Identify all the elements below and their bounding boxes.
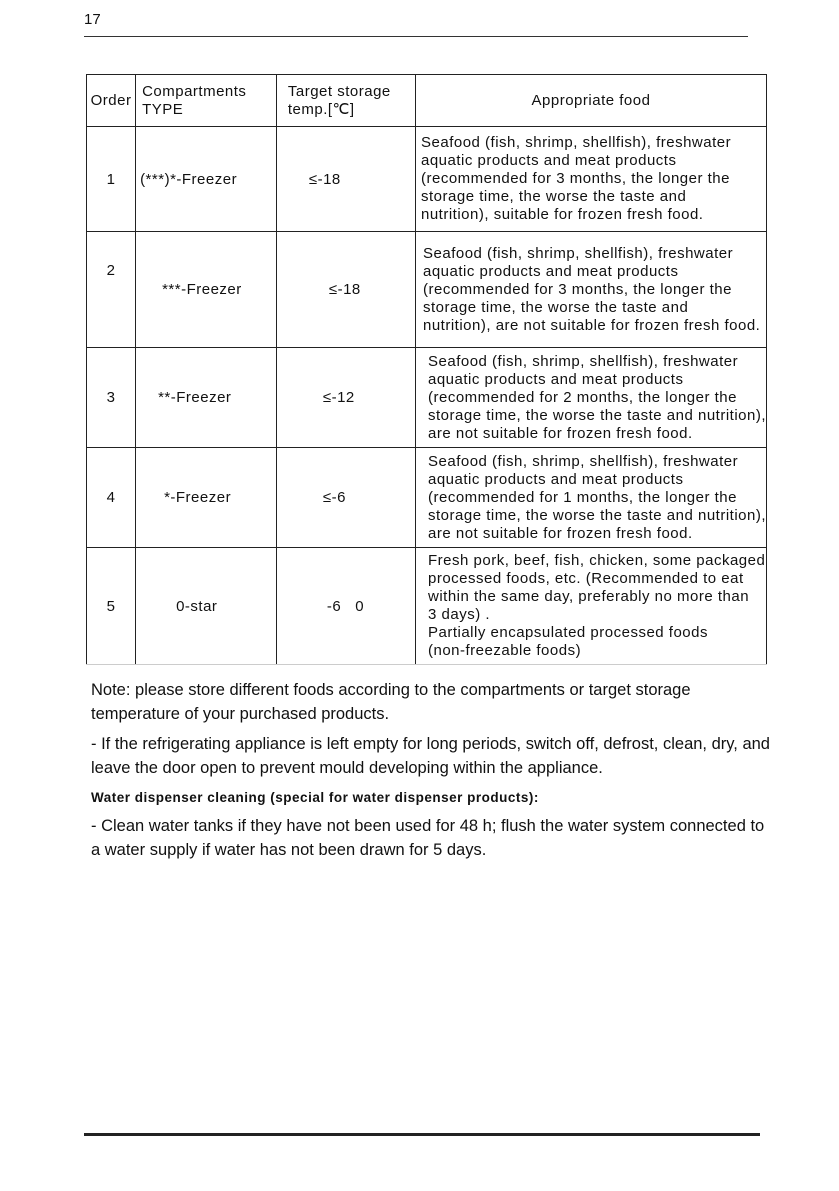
order-cell: 3 [87,348,136,448]
table-row [87,127,767,232]
order-cell: 2 [87,232,136,348]
type-cell: **-Freezer [136,348,277,448]
food-line: storage time, the worse the taste and [423,298,689,316]
storage-table [86,74,767,665]
food-line: Seafood (fish, shrimp, shellfish), freshwater [423,244,734,262]
food-line: Seafood (fish, shrimp, shellfish), freshwater [421,134,732,151]
page-number: 17 [84,11,101,28]
header-type [136,75,277,127]
table-row [87,448,767,548]
header-type-line: Compartments [142,82,247,100]
food-line: are not suitable for frozen fresh food. [428,424,693,442]
food-line: aquatic products and meat products [421,152,677,169]
temp-cell: ≤-18 [276,232,415,348]
food-line: 3 days) . [428,606,491,623]
food-line: within the same day, preferably no more than [428,588,750,605]
order-cell: 1 [87,127,136,232]
header-temp-line: temp.[℃] [287,100,355,118]
food-line: Seafood (fish, shrimp, shellfish), freshwater [428,452,739,470]
header-divider [84,36,748,37]
type-cell: (***)*-Freezer [136,127,277,232]
food-cell [416,232,767,348]
food-cell [416,548,767,665]
food-line: storage time, the worse the taste and [421,188,687,205]
footer-divider [84,1133,760,1136]
type-cell: 0-star [136,548,277,665]
temp-cell: ≤-12 [276,348,415,448]
header-type-line: TYPE [142,100,184,118]
food-cell [416,127,767,232]
food-line: Partially encapsulated processed foods [428,624,708,641]
note-text: Note: please store different foods according to the compartments or target storage temperature of your purchased products. [91,681,691,723]
table-header-row [87,75,767,127]
food-line: nutrition), suitable for frozen fresh food. [421,206,704,223]
food-line: (recommended for 3 months, the longer the [421,170,730,187]
food-line: aquatic products and meat products [428,470,684,488]
food-line: are not suitable for frozen fresh food. [428,524,693,542]
header-order: Order [87,75,136,127]
food-cell [416,348,767,448]
notes [91,678,771,868]
header-temp-line: Target storage [287,82,391,100]
food-line: processed foods, etc. (Recommended to eat [428,570,744,587]
food-line: Fresh pork, beef, fish, chicken, some packaged [428,552,766,569]
header-temp [276,75,415,127]
food-cell [416,448,767,548]
table-row [87,348,767,448]
header-food: Appropriate food [416,75,767,127]
temp-cell: ≤-18 [276,127,415,232]
water-dispenser-heading: Water dispenser cleaning (special for water dispenser products): [91,790,539,805]
food-line: storage time, the worse the taste and nutrition), [428,506,766,524]
food-line: (recommended for 1 months, the longer the [428,488,737,506]
order-cell: 4 [87,448,136,548]
order-cell: 5 [87,548,136,665]
food-line: aquatic products and meat products [423,262,679,280]
food-line: (recommended for 2 months, the longer the [428,388,737,406]
type-cell: ***-Freezer [136,232,277,348]
type-cell: *-Freezer [136,448,277,548]
food-line: Seafood (fish, shrimp, shellfish), freshwater [428,352,739,370]
empty-appliance-text: - If the refrigerating appliance is left empty for long periods, switch off, defrost, clean, dry, and leave the door open to prevent mould developing within the appliance. [91,735,770,777]
food-line: nutrition), are not suitable for frozen fresh food. [423,316,761,334]
food-line: aquatic products and meat products [428,370,684,388]
food-line: (recommended for 3 months, the longer the [423,280,732,298]
food-line: storage time, the worse the taste and nutrition), [428,406,766,424]
water-dispenser-text: - Clean water tanks if they have not been used for 48 h; flush the water system connected to a water supply if water has not been drawn for 5 days. [91,817,765,859]
table-row [87,548,767,665]
temp-cell: ≤-6 [276,448,415,548]
table-row [87,232,767,348]
food-line: (non-freezable foods) [428,642,582,659]
temp-cell: -6 0 [276,548,415,665]
